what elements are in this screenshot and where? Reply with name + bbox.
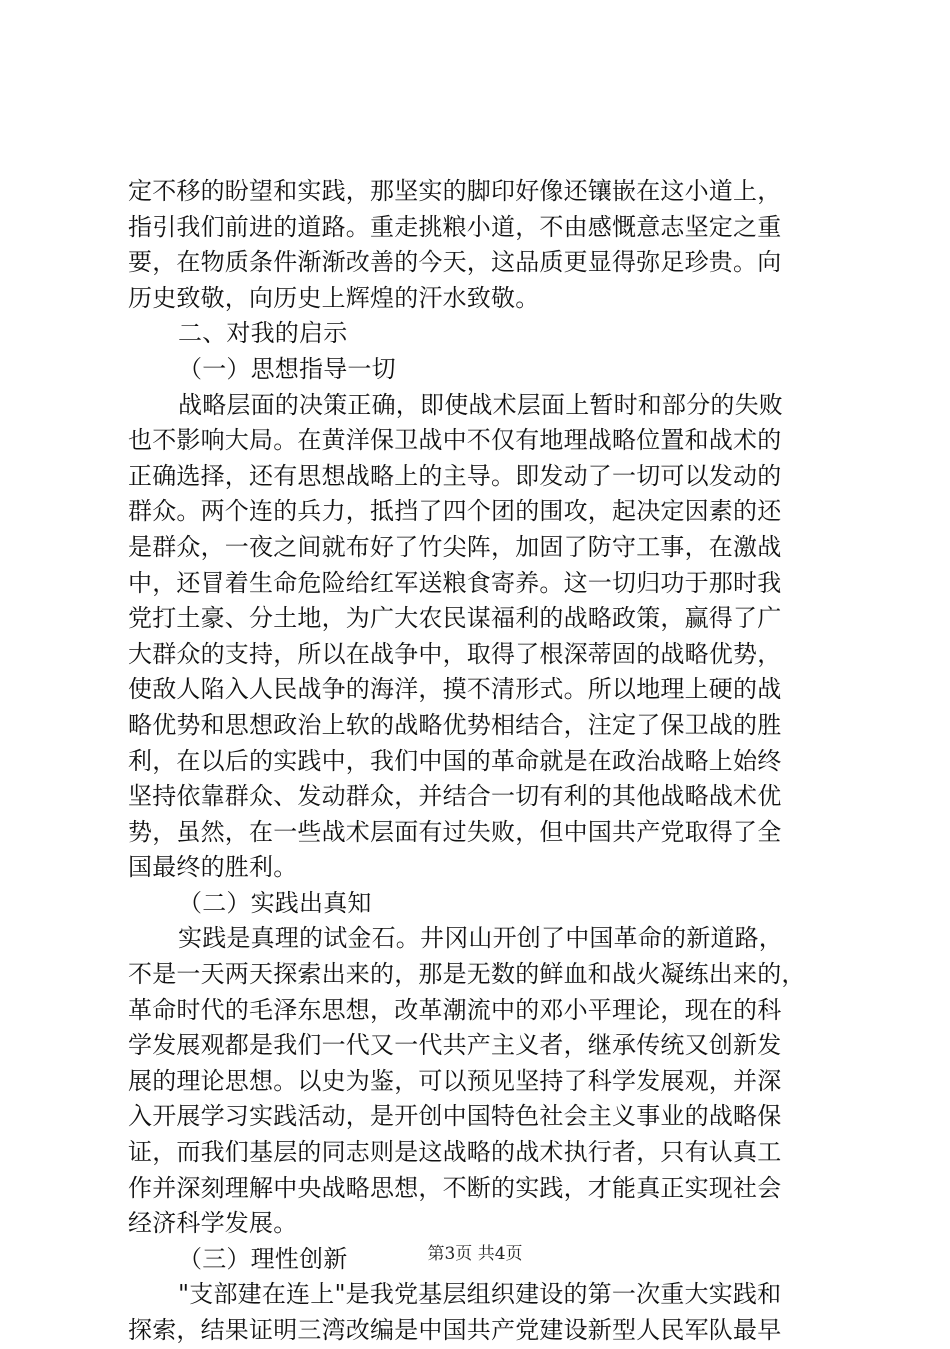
text-line: 大群众的支持，所以在战争中，取得了根深蒂固的战略优势， xyxy=(128,639,782,668)
document-body xyxy=(128,174,834,1349)
text-line: 入开展学习实践活动，是开创中国特色社会主义事业的战略保 xyxy=(128,1102,782,1131)
text-line: 学发展观都是我们一代又一代共产主义者，继承传统又创新发 xyxy=(128,1031,782,1060)
text-line: 探索，结果证明三湾改编是中国共产党建设新型人民军队最早 xyxy=(128,1316,782,1344)
subsection-heading: （三）理性创新 xyxy=(178,1244,348,1273)
text-line: 作并深刻理解中央战略思想，不断的实践，才能真正实现社会 xyxy=(128,1173,782,1202)
text-line: 中，还冒着生命危险给红军送粮食寄养。这一切归功于那时我 xyxy=(128,568,782,597)
text-line: 国最终的胜利。 xyxy=(128,853,298,882)
text-line: 不是一天两天探索出来的，那是无数的鲜血和战火凝练出来的， xyxy=(128,960,806,989)
text-line: 指引我们前进的道路。重走挑粮小道，不由感慨意志坚定之重 xyxy=(128,212,782,241)
text-line: 证，而我们基层的同志则是这战略的战术执行者，只有认真工 xyxy=(128,1138,782,1167)
page-footer: 第3页 共4页 xyxy=(427,1244,523,1264)
section-heading: 二、对我的启示 xyxy=(178,319,348,348)
text-line: 历史致敬，向历史上辉煌的汗水致敬。 xyxy=(128,283,540,312)
text-line: 坚持依靠群众、发动群众，并结合一切有利的其他战略战术优 xyxy=(128,782,782,811)
subsection-heading: （二）实践出真知 xyxy=(178,888,372,917)
text-line: 势，虽然，在一些战术层面有过失败，但中国共产党取得了全 xyxy=(128,817,782,846)
text-line: 正确选择，还有思想战略上的主导。即发动了一切可以发动的 xyxy=(128,461,782,490)
text-line: 利，在以后的实践中，我们中国的革命就是在政治战略上始终 xyxy=(128,746,782,775)
text-line: 是群众，一夜之间就布好了竹尖阵，加固了防守工事，在激战 xyxy=(128,532,782,561)
text-line: 也不影响大局。在黄洋保卫战中不仅有地理战略位置和战术的 xyxy=(128,426,782,455)
paragraph-start: 战略层面的决策正确，即使战术层面上暂时和部分的失败 xyxy=(178,390,783,419)
paragraph-start: "支部建在连上"是我党基层组织建设的第一次重大实践和 xyxy=(178,1280,782,1309)
text-line: 略优势和思想政治上软的战略优势相结合，注定了保卫战的胜 xyxy=(128,710,782,739)
text-line: 群众。两个连的兵力，抵挡了四个团的围攻，起决定因素的还 xyxy=(128,497,782,526)
text-line: 使敌人陷入人民战争的海洋，摸不清形式。所以地理上硬的战 xyxy=(128,675,782,704)
text-line: 定不移的盼望和实践，那坚实的脚印好像还镶嵌在这小道上， xyxy=(128,177,782,205)
text-line: 党打土豪、分土地，为广大农民谋福利的战略政策，赢得了广 xyxy=(128,604,782,633)
text-line: 要，在物质条件渐渐改善的今天，这品质更显得弥足珍贵。向 xyxy=(128,248,782,277)
paragraph-start: 实践是真理的试金石。井冈山开创了中国革命的新道路， xyxy=(178,924,783,953)
text-line: 革命时代的毛泽东思想，改革潮流中的邓小平理论，现在的科 xyxy=(128,995,782,1024)
subsection-heading: （一）思想指导一切 xyxy=(178,354,396,383)
text-line: 经济科学发展。 xyxy=(128,1209,298,1238)
text-line: 展的理论思想。以史为鉴，可以预见坚持了科学发展观，并深 xyxy=(128,1066,782,1095)
